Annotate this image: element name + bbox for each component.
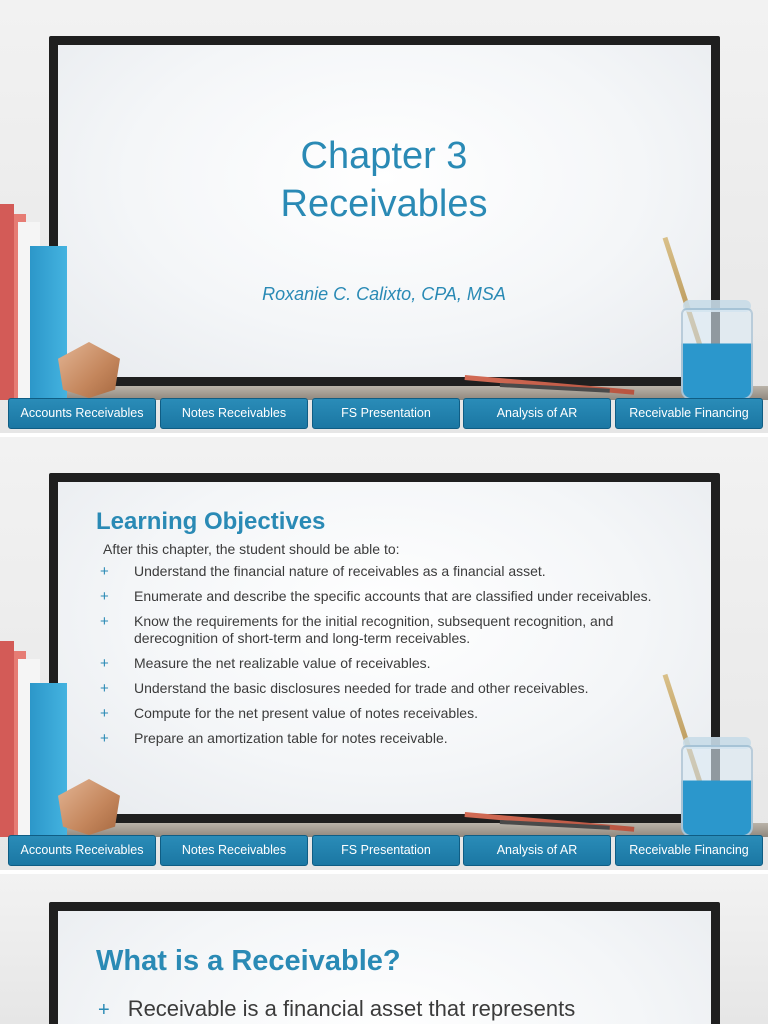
list-item: + Understand the basic disclosures needed for trade and other receivables. (100, 680, 589, 697)
nav-fs-presentation[interactable]: FS Presentation (312, 835, 460, 866)
plus-bullet-icon: + (100, 705, 109, 722)
slide-nav (8, 398, 764, 430)
nav-receivable-financing[interactable]: Receivable Financing (615, 398, 763, 429)
learning-objectives-heading: Learning Objectives (96, 508, 326, 535)
book-decoration (0, 641, 14, 837)
paint-jar-decoration (681, 308, 753, 400)
nav-notes-receivables[interactable]: Notes Receivables (160, 835, 308, 866)
list-item: + Measure the net realizable value of receivables. (100, 655, 431, 672)
receivable-definition: + Receivable is a financial asset that represents (98, 996, 576, 1021)
nav-receivable-financing[interactable]: Receivable Financing (615, 835, 763, 866)
learning-objectives-intro: After this chapter, the student should be able to: (103, 541, 400, 557)
nav-analysis-of-ar[interactable]: Analysis of AR (463, 835, 611, 866)
slide-title (0, 0, 768, 433)
slide-title-line1: Chapter 3 (300, 135, 468, 177)
plus-bullet-icon: + (100, 563, 109, 580)
slide-nav (8, 835, 764, 867)
what-is-receivable-heading: What is a Receivable? (96, 945, 401, 977)
slide-title-line2: Receivables (280, 183, 488, 225)
paint-jar-decoration (681, 745, 753, 837)
plus-bullet-icon: + (98, 999, 110, 1021)
plus-bullet-icon: + (100, 730, 109, 747)
list-item: + Know the requirements for the initial recognition, subsequent recognition, and derecognition of short-term and long-term receivables. (100, 613, 614, 646)
nav-fs-presentation[interactable]: FS Presentation (312, 398, 460, 429)
nav-analysis-of-ar[interactable]: Analysis of AR (463, 398, 611, 429)
nav-notes-receivables[interactable]: Notes Receivables (160, 398, 308, 429)
learning-objectives-list (98, 563, 668, 755)
list-item: + Enumerate and describe the specific accounts that are classified under receivables. (100, 588, 652, 605)
plus-bullet-icon: + (100, 655, 109, 672)
list-item: + Understand the financial nature of receivables as a financial asset. (100, 563, 546, 580)
list-item: + Compute for the net present value of notes receivables. (100, 705, 478, 722)
nav-accounts-receivables[interactable]: Accounts Receivables (8, 398, 156, 429)
plus-bullet-icon: + (100, 613, 109, 630)
nav-accounts-receivables[interactable]: Accounts Receivables (8, 835, 156, 866)
list-item: + Prepare an amortization table for notes receivable. (100, 730, 448, 747)
plus-bullet-icon: + (100, 680, 109, 697)
author-name: Roxanie C. Calixto, CPA, MSA (262, 284, 506, 304)
plus-bullet-icon: + (100, 588, 109, 605)
